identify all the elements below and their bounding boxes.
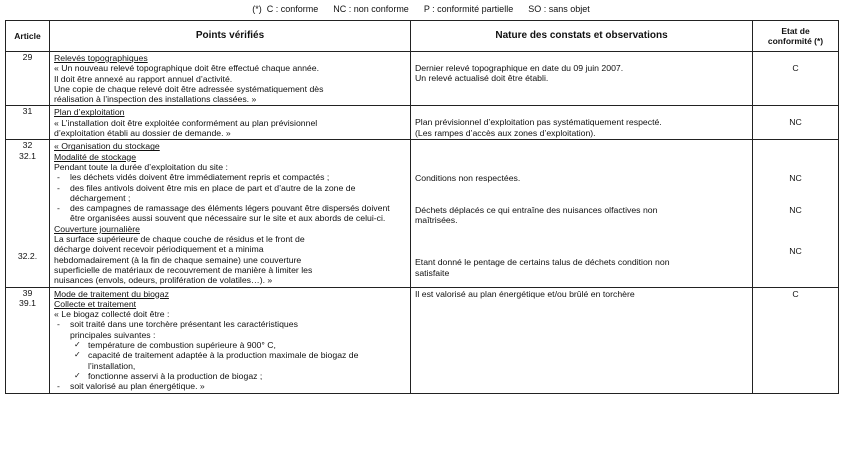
row-title: Mode de traitement du biogaz — [54, 288, 169, 299]
text-line: « Un nouveau relevé topographique doit être effectué chaque année. — [54, 63, 320, 74]
list-item: - des files antivols doivent être mis en place de part et d’autre de la zone de déchargement ; — [54, 183, 406, 204]
text-line: « L’installation doit être exploitée conformément au plan prévisionnel — [54, 117, 318, 128]
list-item: - les déchets vidés doivent être immédiatement repris et compactés ; — [54, 172, 406, 182]
check-item: ✓ température de combustion supérieure à 900° C, — [54, 340, 406, 350]
article-number: 32.1 — [19, 150, 36, 161]
etat-value: C — [792, 288, 799, 299]
etat-cell — [753, 287, 839, 393]
text-line: La surface supérieure de chaque couche de résidus et le front de — [54, 234, 305, 245]
article-cell — [6, 287, 50, 393]
header-etat — [753, 21, 839, 52]
constat-line: satisfaite — [415, 267, 450, 278]
constat-line: Un relevé actualisé doit être établi. — [415, 73, 549, 84]
header-nature: Nature des constats et observations — [411, 21, 753, 52]
etat-value: C — [792, 63, 799, 73]
table-row — [6, 106, 839, 140]
list-item-line: principales suivantes : — [70, 329, 156, 340]
header-article: Article — [6, 21, 50, 52]
constat-line: Plan prévisionnel d’exploitation pas systématiquement respecté. — [415, 117, 662, 128]
list-item: - des campagnes de ramassage des éléments légers pouvant être dispersés doivent être organisées aussi souvent que nécessaire sur le site et aux abords de celui-ci. — [54, 203, 406, 224]
check-item: ✓ capacité de traitement adaptée à la production maximale de biogaz de l’installation, — [54, 350, 406, 371]
list-item-line: - soit traité dans une torchère présentant les caractéristiques — [70, 319, 298, 330]
list-item: - soit valorisé au plan énergétique. » — [54, 381, 406, 391]
constat-line: (Les rampes d’accès aux zones d’exploitation). — [415, 127, 596, 138]
article-number: 39.1 — [19, 297, 36, 308]
text-line: réalisation à l’inspection des installations classées. » — [54, 94, 257, 105]
row-subtitle: Couverture journalière — [54, 223, 140, 234]
header-points: Points vérifiés — [50, 21, 411, 52]
list-item — [54, 319, 406, 340]
etat-cell — [753, 106, 839, 140]
etat-cell — [753, 52, 839, 106]
legend: (*) C : conforme NC : non conforme P : conformité partielle SO : sans objet — [252, 4, 590, 14]
text-line: Il doit être annexé au rapport annuel d’activité. — [54, 73, 233, 84]
text-line: hebdomadairement (à la fin de chaque semaine) une couverture — [54, 254, 302, 265]
header-row — [6, 21, 839, 52]
article-cell: 31 — [6, 106, 50, 140]
etat-value: NC — [789, 173, 802, 184]
text-line: d’exploitation établi au dossier de demande. » — [54, 128, 231, 139]
text-line: Pendant toute la durée d’exploitation du site : — [54, 161, 228, 172]
constat-cell — [411, 106, 753, 140]
row-title: Relevés topographiques — [54, 53, 148, 63]
article-number: 39 — [22, 287, 33, 298]
text-line: « Le biogaz collecté doit être : — [54, 309, 170, 320]
text-line: Une copie de chaque relevé doit être adressée systématiquement dès — [54, 83, 324, 94]
table-row — [6, 287, 839, 393]
article-cell: 29 — [6, 52, 50, 106]
row-title: « Organisation du stockage — [54, 141, 160, 152]
header-etat-line2: conformité (*) — [767, 36, 824, 46]
points-cell — [50, 287, 411, 393]
constat-line: Déchets déplacés ce qui entraîne des nuisances olfactives non — [415, 204, 658, 215]
points-cell — [50, 140, 411, 287]
check-item: ✓ fonctionne asservi à la production de biogaz ; — [54, 371, 406, 381]
article-number: 32.2. — [17, 250, 38, 261]
row-title: Plan d’exploitation — [54, 107, 125, 118]
conformity-table — [5, 20, 839, 394]
constat-line: Conditions non respectées. — [415, 173, 521, 184]
table-row — [6, 52, 839, 106]
table-row — [6, 140, 839, 287]
constat-line: Il est valorisé au plan énergétique et/ou brûlé en torchère — [415, 288, 635, 299]
header-etat-line1: Etat de — [781, 26, 810, 36]
constat-cell — [411, 52, 753, 106]
row-subtitle: Collecte et traitement — [54, 298, 137, 309]
points-cell — [50, 52, 411, 106]
constat-cell — [411, 287, 753, 393]
text-line: nuisances (envols, odeurs, prolifération de volatiles…). » — [54, 275, 273, 286]
etat-cell — [753, 140, 839, 287]
points-cell — [50, 106, 411, 140]
text-line: décharge doivent recevoir périodiquement et a minima — [54, 244, 264, 255]
row-subtitle: Modalité de stockage — [54, 151, 137, 162]
etat-value: NC — [789, 117, 802, 128]
constat-line: maîtrisées. — [415, 214, 458, 225]
constat-cell — [411, 140, 753, 287]
etat-value: NC — [789, 204, 802, 215]
constat-line: Dernier relevé topographique en date du 09 juin 2007. — [415, 63, 624, 73]
text-line: superficielle de matériaux de recouvrement de manière à limiter les — [54, 264, 313, 275]
article-number: 32 — [22, 140, 33, 151]
etat-value: NC — [789, 245, 802, 256]
article-cell — [6, 140, 50, 287]
constat-line: Etant donné le pentage de certains talus de déchets condition non — [415, 257, 670, 268]
